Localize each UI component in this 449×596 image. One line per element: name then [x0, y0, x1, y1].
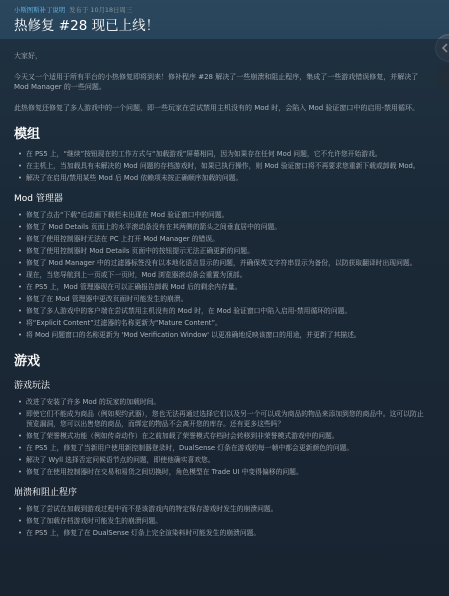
section-gameplay-title: 游戏 [14, 354, 41, 369]
list-item: • 修复了在使用控制器时在交易和易货之间切换时，角色模型在 Trade UI 中变得偏移的问题。 [26, 467, 427, 477]
post-body [0, 39, 449, 596]
list-item: • 在 PS5 上，修复了在 DualSense 灯条上完全渲染料时可能发生的崩溃问题。 [26, 528, 427, 538]
post-meta [14, 6, 435, 15]
gameplay-list [14, 397, 427, 477]
list-item: • 修复了多人游戏中的客户端在尝试禁用主机没有的 Mod 时，在 Mod 验证窗口中陷入启用-禁用循环的问题。 [26, 306, 427, 316]
mods-list [14, 149, 427, 183]
list-item: • 修复了 Mod Manager 中的过滤器标签没有以本地化语言显示的问题，并确保英文字符串显示为备份，以防获取翻译时出现问题。 [26, 258, 427, 268]
section-mods-title: 模组 [14, 127, 41, 142]
list-item: • 修复了荣誉模式功能（例如传奇动作）在之前加载了荣誉模式存档时会转移到非荣誉模式游戏中的问题。 [26, 431, 427, 441]
list-item: • 改进了安装了许多 Mod 的玩家的加载时间。 [26, 397, 427, 407]
list-item: • 修复了使用控制器时 Mod Details 页面中的按钮提示无法正确更新的问题。 [26, 246, 427, 256]
list-item: • 修复了 Mod Details 页面上的水平滚动条没有在其两侧的箭头之间垂直居中的问题。 [26, 222, 427, 232]
list-item: • 修复了点击“下载”后动画下载栏未出现在 Mod 验证窗口中的问题。 [26, 210, 427, 220]
list-item: • 在 PS5 上，Mod 管理器现在可以正确报告卸载 Mod 后的剩余内存量。 [26, 282, 427, 292]
list-item: • 修复了加载存档游戏时可能发生的崩溃问题。 [26, 516, 427, 526]
list-item: • 修复了使用控制器时无法在 PC 上打开 Mod Manager 的错误。 [26, 234, 427, 244]
list-item: • 修复了尝试在加载到游戏过程中而不是该游戏内的特定保存游戏时发生的崩溃问题。 [26, 504, 427, 514]
list-item: • 在 PS5 上，“继续”按钮现在的工作方式与“加载游戏”屏幕相同，因为如果存在任何 Mod 问题，它不允许您开始游戏。 [26, 149, 427, 159]
list-item: • 解决了 Wyll 选择否定问候语节点的问题，即使他确实喜欢您。 [26, 455, 427, 465]
section-crashes-subtitle: 崩溃和阻止程序 [14, 488, 78, 498]
posted-label: 发布于 [69, 6, 89, 14]
list-item: • 解决了在启用/禁用某些 Mod 后 Mod 依赖项未按正确顺序加载的问题。 [26, 173, 427, 183]
post-date: 10月18日周三 [90, 6, 133, 14]
list-item: • 现在，当您导航到上一页或下一页时，Mod 浏览器滚动条会重置为顶部。 [26, 270, 427, 280]
intro-paragraph-1: 今天又一个适用于所有平台的小热修复即将到来！修补程序 #28 解决了一些崩溃和阻止程序，集成了一些游戏错误修复，并解决了 Mod Manager 的一些问题。 [14, 72, 419, 91]
list-item: • 将“Explicit Content”过滤器的名称更新为“Mature Content”。 [26, 318, 427, 328]
crashes-list [14, 504, 427, 538]
list-item: • 修复了在 Mod 管理器中更改页面时可能发生的崩溃。 [26, 294, 427, 304]
list-item: • 将 Mod 问题窗口的名称更新为 'Mod Verification Window' 以更准确地反映该窗口的用途，并更新了其描述。 [26, 330, 427, 340]
greeting: 大家好， [14, 52, 42, 60]
intro-paragraph-2: 此热修复还修复了多人游戏中的一个问题，即一些玩家在尝试禁用主机没有的 Mod 时，会陷入 Mod 验证窗口中的启用-禁用循环。 [14, 103, 419, 112]
post-title: 热修复 #28 现已上线！ [14, 18, 160, 34]
list-item: • 在 PS5 上，修复了当新用户使用新控制器登录时，DualSense 灯条在游戏的每一帧中都会更新颜色的问题。 [26, 443, 427, 453]
post-header [0, 0, 449, 38]
list-item: • 即使它们不能成为商品（例如契约武器），您也无法再通过选择它们以及另一个可以成为商品的物品来添加到您的商品中。这可以防止预览漏洞，您可以出售您的商品，而绑定的物品不会离开您的库存。还有更多这些吗？ [26, 409, 427, 429]
section-mod-manager-title: Mod 管理器 [14, 194, 63, 204]
list-item: • 在主机上，当加载具有未解决的 Mod 问题的存档游戏时，如果已执行操作，则 Mod 验证窗口将不再要求您重新下载或卸载 Mod。 [26, 161, 427, 171]
mod-manager-list [14, 210, 427, 340]
author-link[interactable]: 小斯图斯补丁说明 [14, 6, 66, 14]
section-gameplay-subtitle: 游戏玩法 [14, 381, 51, 391]
